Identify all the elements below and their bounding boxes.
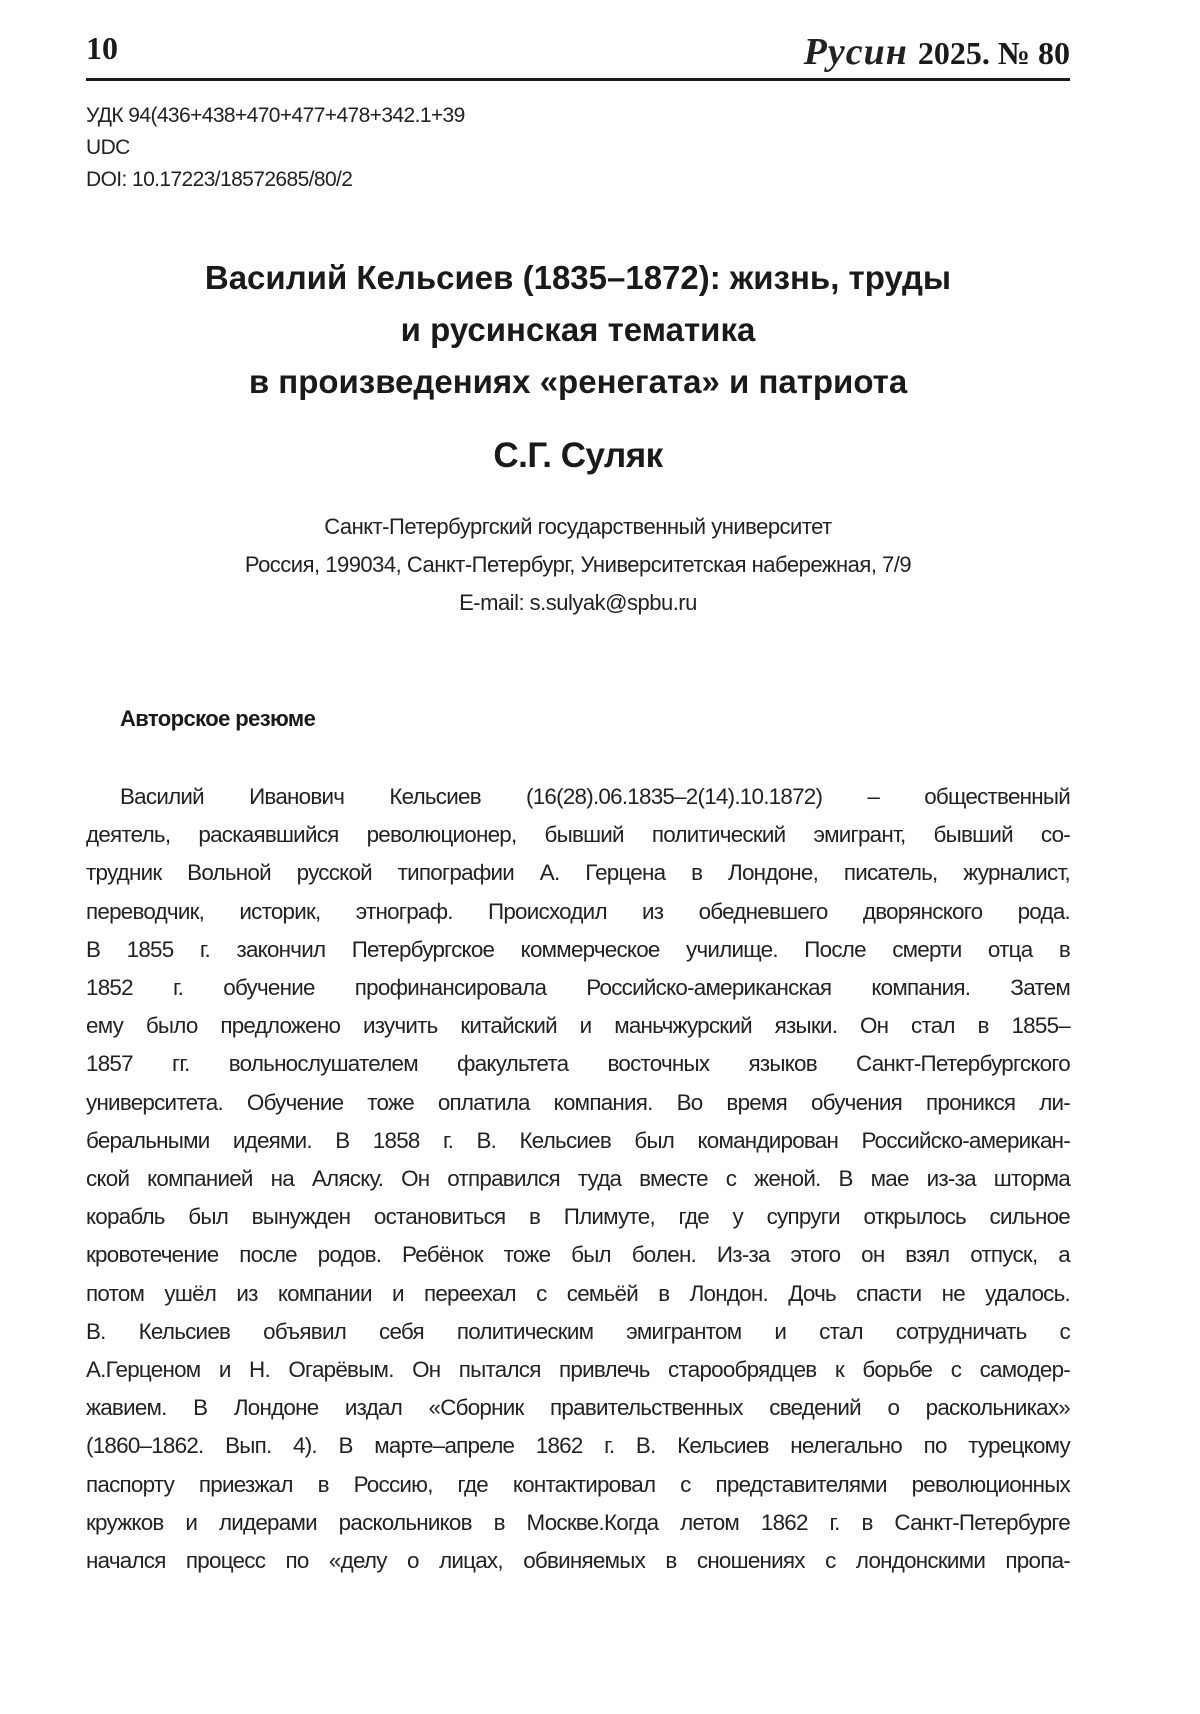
title-line: в произведениях «ренегата» и патриота — [248, 363, 908, 400]
abstract-line: паспорту приезжал в Россию, где контактировал с представителями революционных — [86, 1471, 1070, 1497]
abstract-line: корабль был вынужден остановиться в Плимуте, где у супруги открылось сильное — [86, 1204, 1070, 1230]
abstract-line: ской компанией на Аляску. Он отправился туда вместе с женой. В мае из-за шторма — [86, 1166, 1070, 1192]
abstract-line: трудник Вольной русской типографии А. Герцена в Лондоне, писатель, журналист, — [86, 860, 1070, 886]
article-title — [86, 252, 1070, 408]
title-line: и русинская тематика — [400, 311, 756, 348]
author-name: С.Г. Суляк — [493, 436, 663, 475]
abstract-line: деятель, раскаявшийся революционер, бывший политический эмигрант, бывший со- — [86, 822, 1070, 848]
abstract-line: жавием. В Лондоне издал «Сборник правительственных сведений о раскольниках» — [86, 1395, 1070, 1421]
journal-issue: 2025. № 80 — [917, 35, 1070, 71]
author-affiliation — [86, 508, 1070, 622]
abstract-line: ему было предложено изучить китайский и маньчжурский языки. Он стал в 1855– — [86, 1013, 1070, 1039]
abstract-line: 1857 гг. вольнослушателем факультета восточных языков Санкт-Петербургского — [86, 1051, 1070, 1077]
abstract-line: А.Герценом и Н. Огарёвым. Он пытался привлечь старообрядцев к борьбе с самодер- — [86, 1357, 1070, 1383]
abstract-line: кровотечение после родов. Ребёнок тоже был болен. Из-за этого он взял отпуск, а — [86, 1242, 1070, 1268]
abstract-line: потом ушёл из компании и переехал с семьёй в Лондон. Дочь спасти не удалось. — [86, 1280, 1070, 1306]
abstract-line: переводчик, историк, этнограф. Происходил из обедневшего дворянского рода. — [86, 898, 1070, 924]
abstract-heading: Авторское резюме — [120, 706, 316, 731]
journal-masthead — [804, 30, 1070, 74]
abstract-line: (1860–1862. Вып. 4). В марте–апреле 1862 г. В. Кельсиев нелегально по турецкому — [86, 1433, 1070, 1459]
abstract-text — [86, 778, 1070, 1580]
header-rule — [86, 78, 1070, 81]
udk-code: УДК 94(436+438+470+477+478+342.1+39 — [86, 104, 465, 127]
title-line: Василий Кельсиев (1835–1872): жизнь, труды — [204, 259, 952, 296]
institution: Санкт-Петербургский государственный университет — [324, 514, 832, 539]
postal-address: Россия, 199034, Санкт-Петербург, Университетская набережная, 7/9 — [244, 552, 912, 577]
article-metadata — [86, 100, 465, 196]
abstract-line: В. Кельсиев объявил себя политическим эмигрантом и стал сотрудничать с — [86, 1318, 1070, 1344]
udc-label: UDC — [86, 136, 130, 159]
abstract-line: беральными идеями. В 1858 г. В. Кельсиев был командирован Российско-американ- — [86, 1127, 1070, 1153]
email: E-mail: s.sulyak@spbu.ru — [459, 590, 697, 615]
running-header — [86, 28, 1070, 80]
abstract-line: кружков и лидерами раскольников в Москве.Когда летом 1862 г. в Санкт-Петербурге — [86, 1509, 1070, 1535]
journal-name: Русин — [803, 31, 908, 73]
page-number: 10 — [86, 30, 118, 66]
abstract-line: 1852 г. обучение профинансировала Российско-американская компания. Затем — [86, 975, 1070, 1001]
doi: DOI: 10.17223/18572685/80/2 — [86, 168, 353, 191]
abstract-line: В 1855 г. закончил Петербургское коммерческое училище. После смерти отца в — [86, 936, 1070, 962]
abstract-line: начался процесс по «делу о лицах, обвиняемых в сношениях с лондонскими пропа- — [86, 1548, 1070, 1574]
abstract-line: университета. Обучение тоже оплатила компания. Во время обучения проникся ли- — [86, 1089, 1070, 1115]
abstract-line: Василий Иванович Кельсиев (16(28).06.1835–2(14).10.1872) – общественный — [120, 784, 1070, 809]
